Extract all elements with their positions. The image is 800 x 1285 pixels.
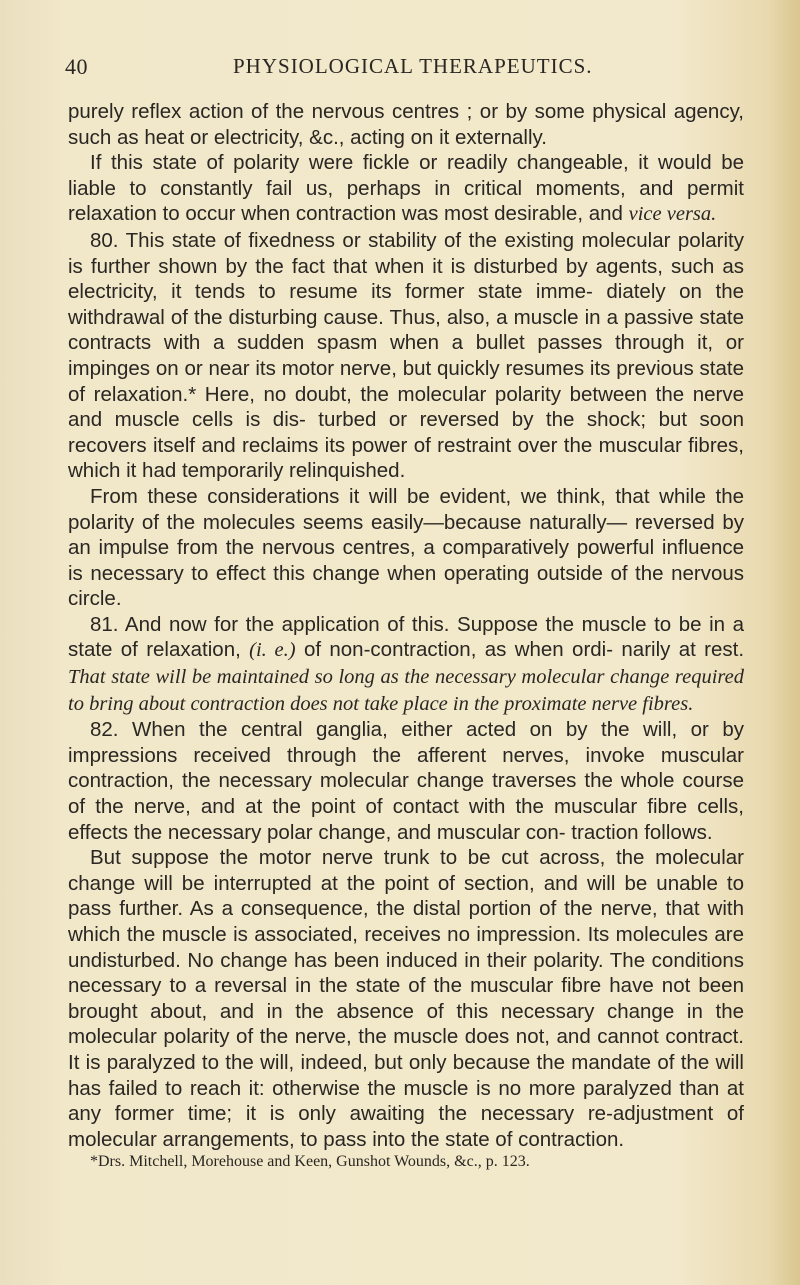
italic-text: vice versa.: [628, 203, 717, 226]
page-header: [65, 54, 745, 84]
paragraph: 81. And now for the application of this. Suppose the muscle to be in a state of relaxation, (i. e.) of non-contraction, as when ordi- narily at rest. That state will be maintained so long as the necessary molecular change required to bring about contraction does not take place in the proximate nerve fibres.: [68, 612, 745, 715]
paragraph: If this state of polarity were fickle or readily changeable, it would be liable to constantly fail us, perhaps in critical moments, and permit relaxation to occur when contraction was most desirable, and vice versa.: [68, 151, 744, 226]
italic-text: (i. e.): [249, 639, 296, 662]
running-head: PHYSIOLOGICAL THERAPEUTICS.: [233, 54, 593, 78]
paragraph: purely reflex action of the nervous centres ; or by some physical agency, such as heat or electricity, &c., acting on it externally.: [68, 100, 744, 149]
paragraph: From these considerations it will be evident, we think, that while the polarity of the molecules seems easily—because naturally— reversed by an impulse from the nervous centres, a comparatively powerful influence is necessary to effect this change when operating outside of the nervous circle.: [68, 484, 744, 611]
page-number: 40: [65, 54, 88, 79]
italic-text: That state will be maintained so long as the necessary molecular change required to bring about contraction does not take place in the proximate nerve fibres.: [68, 666, 744, 715]
body-text: [68, 99, 744, 1172]
paragraph: 82. When the central ganglia, either acted on by the will, or by impressions received through the afferent nerves, invoke muscular contraction, the necessary molecular change traverses the whole course of the nerve, and at the point of contact with the muscular fibre cells, effects the necessary polar change, and muscular con- traction follows.: [68, 718, 744, 844]
paragraph: But suppose the motor nerve trunk to be cut across, the molecular change will be interrupted at the point of section, and will be unable to pass further. As a consequence, the distal portion of the nerve, that with which the muscle is associated, receives no impression. Its molecules are undisturbed. No change has been induced in their polarity. The conditions necessary to a reversal in the state of the muscular fibre have not been brought about, and in the absence of this necessary change in the molecular polarity of the nerve, the muscle does not, and cannot contract. It is paralyzed to the will, indeed, but only because the mandate of the will has failed to reach it: otherwise the muscle is no more paralyzed than at any former time; it is only awaiting the necessary re-adjustment of molecular arrangements, to pass into the state of contraction.: [68, 846, 744, 1151]
footnote: *Drs. Mitchell, Morehouse and Keen, Gunshot Wounds, &c., p. 123.: [90, 1153, 530, 1171]
paragraph: 80. This state of fixedness or stability of the existing molecular polarity is further shown by the fact that when it is disturbed by agents, such as electricity, it tends to resume its former state imme- diately on the withdrawal of the disturbing cause. Thus, also, a muscle in a passive state contracts with a sudden spasm when a bullet passes through it, or impinges on or near its motor nerve, but quickly resumes its previous state of relaxation.* Here, no doubt, the molecular polarity between the nerve and muscle cells is dis- turbed or reversed by the shock; but soon recovers itself and reclaims its power of restraint over the muscular fibres, which it had temporarily relinquished.: [68, 228, 744, 483]
